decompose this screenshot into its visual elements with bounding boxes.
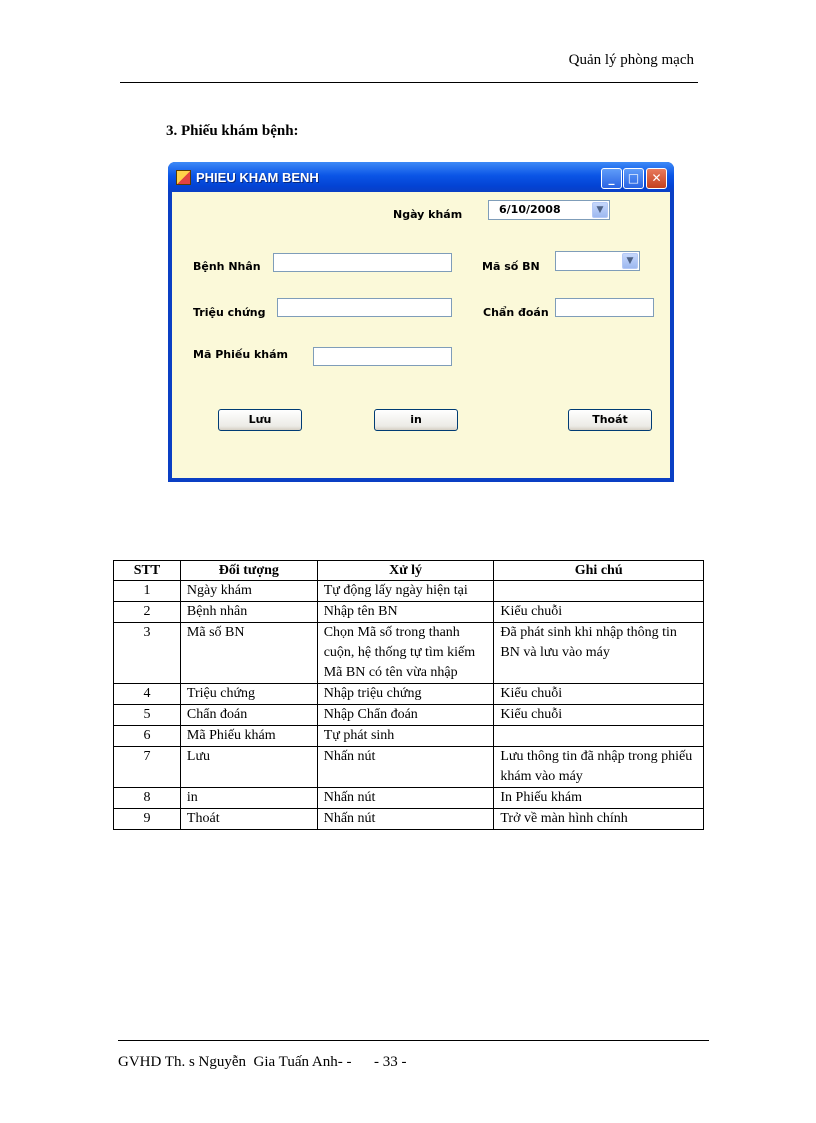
doi-tuong-cell: Ngày khám xyxy=(180,581,317,602)
ngay-kham-value: 6/10/2008 xyxy=(499,203,561,216)
xu-ly-cell: Nhập tên BN xyxy=(317,602,494,623)
ngay-kham-label: Ngày khám xyxy=(393,208,463,221)
minimize-button[interactable]: _ xyxy=(601,168,622,189)
ghi-chu-cell: Đã phát sinh khi nhập thông tin BN và lưu vào máy xyxy=(494,623,704,684)
stt-cell: 4 xyxy=(114,684,181,705)
phieu-kham-benh-window xyxy=(168,162,674,482)
stt-cell: 1 xyxy=(114,581,181,602)
doi-tuong-cell: Thoát xyxy=(180,809,317,830)
ma-phieu-kham-input[interactable] xyxy=(313,347,452,366)
ma-so-bn-label: Mã số BN xyxy=(482,260,540,273)
table-row xyxy=(114,788,704,809)
chevron-down-icon[interactable]: ▼ xyxy=(592,202,608,218)
app-icon xyxy=(176,170,191,185)
spec-table xyxy=(113,560,704,830)
col-header-xu-ly: Xử lý xyxy=(317,561,494,581)
header-title: Quản lý phòng mạch xyxy=(568,52,694,68)
ma-so-bn-combobox[interactable] xyxy=(555,251,640,271)
xu-ly-cell: Nhấn nút xyxy=(317,809,494,830)
ghi-chu-cell: In Phiếu khám xyxy=(494,788,704,809)
ma-phieu-kham-label: Mã Phiếu khám xyxy=(193,348,289,361)
thoat-button[interactable]: Thoát xyxy=(568,409,652,431)
xu-ly-cell: Nhập Chẩn đoán xyxy=(317,705,494,726)
section-heading: 3. Phiếu khám bệnh: xyxy=(166,123,299,139)
chevron-down-icon[interactable]: ▼ xyxy=(622,253,638,269)
doi-tuong-cell: Bệnh nhân xyxy=(180,602,317,623)
xu-ly-cell: Nhấn nút xyxy=(317,788,494,809)
xu-ly-cell: Chọn Mã số trong thanh cuộn, hệ thống tự tìm kiếm Mã BN có tên vừa nhập xyxy=(317,623,494,684)
table-row xyxy=(114,726,704,747)
window-title: PHIEU KHAM BENH xyxy=(196,170,319,185)
table-row xyxy=(114,809,704,830)
ghi-chu-cell: Kiểu chuỗi xyxy=(494,684,704,705)
ghi-chu-cell xyxy=(494,581,704,602)
doi-tuong-cell: Chẩn đoán xyxy=(180,705,317,726)
chan-doan-input[interactable] xyxy=(555,298,654,317)
stt-cell: 3 xyxy=(114,623,181,684)
stt-cell: 7 xyxy=(114,747,181,788)
stt-cell: 2 xyxy=(114,602,181,623)
table-row xyxy=(114,581,704,602)
stt-cell: 9 xyxy=(114,809,181,830)
doi-tuong-cell: Mã Phiếu khám xyxy=(180,726,317,747)
col-header-doi-tuong: Đối tượng xyxy=(180,561,317,581)
header-divider xyxy=(120,82,698,83)
stt-cell: 6 xyxy=(114,726,181,747)
xu-ly-cell: Nhấn nút xyxy=(317,747,494,788)
in-button[interactable]: in xyxy=(374,409,458,431)
table-row xyxy=(114,747,704,788)
stt-cell: 5 xyxy=(114,705,181,726)
ngay-kham-datepicker[interactable] xyxy=(488,200,610,220)
xu-ly-cell: Tự phát sinh xyxy=(317,726,494,747)
doi-tuong-cell: Mã số BN xyxy=(180,623,317,684)
close-button[interactable]: ✕ xyxy=(646,168,667,189)
table-header-row xyxy=(114,561,704,581)
benh-nhan-label: Bệnh Nhân xyxy=(193,260,261,273)
ghi-chu-cell: Kiểu chuỗi xyxy=(494,705,704,726)
trieu-chung-input[interactable] xyxy=(277,298,452,317)
stt-cell: 8 xyxy=(114,788,181,809)
doi-tuong-cell: in xyxy=(180,788,317,809)
table-row xyxy=(114,602,704,623)
doi-tuong-cell: Lưu xyxy=(180,747,317,788)
maximize-button[interactable]: □ xyxy=(623,168,644,189)
ghi-chu-cell: Kiểu chuỗi xyxy=(494,602,704,623)
xu-ly-cell: Tự động lấy ngày hiện tại xyxy=(317,581,494,602)
luu-button[interactable]: Lưu xyxy=(218,409,302,431)
form-client-area xyxy=(172,192,670,478)
table-row xyxy=(114,684,704,705)
table-row xyxy=(114,705,704,726)
window-titlebar[interactable] xyxy=(168,162,674,192)
footer-text: GVHD Th. s Nguyễn Gia Tuấn Anh- - - 33 - xyxy=(118,1054,407,1070)
col-header-stt: STT xyxy=(114,561,181,581)
xu-ly-cell: Nhập triệu chứng xyxy=(317,684,494,705)
doi-tuong-cell: Triệu chứng xyxy=(180,684,317,705)
ghi-chu-cell xyxy=(494,726,704,747)
table-row xyxy=(114,623,704,684)
ghi-chu-cell: Lưu thông tin đã nhập trong phiếu khám vào máy xyxy=(494,747,704,788)
footer-divider xyxy=(118,1040,709,1041)
benh-nhan-input[interactable] xyxy=(273,253,452,272)
trieu-chung-label: Triệu chứng xyxy=(193,306,266,319)
chan-doan-label: Chẩn đoán xyxy=(483,306,549,319)
col-header-ghi-chu: Ghi chú xyxy=(494,561,704,581)
ghi-chu-cell: Trở về màn hình chính xyxy=(494,809,704,830)
